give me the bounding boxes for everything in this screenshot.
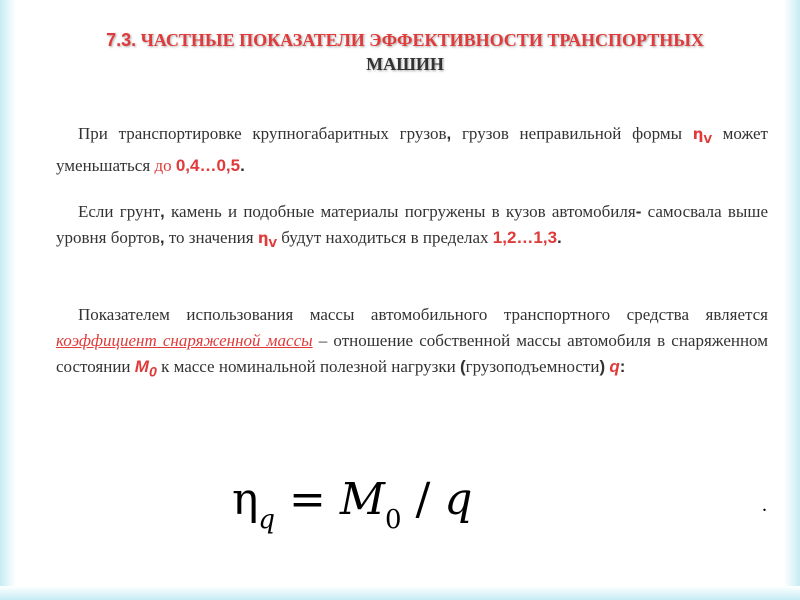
paragraph-2: [56, 199, 768, 257]
formula-m-sub: 0: [384, 505, 402, 535]
paragraph-1: [56, 121, 768, 179]
p1-comma: ,: [446, 124, 452, 143]
p1-text-c: может уменьшаться: [56, 124, 768, 175]
p1-text-b: грузов неправильной формы: [451, 124, 693, 143]
paragraph-3: [56, 302, 768, 385]
formula-q: q: [444, 474, 473, 525]
formula: [232, 468, 492, 535]
slide-title: [40, 28, 770, 76]
p2-end: .: [557, 228, 562, 247]
p3-text-a: Показателем использования массы автомобильного транспортного средства является: [78, 305, 768, 324]
p3-text-d: грузоподъемности: [465, 357, 600, 376]
p2-text-c: самосвала выше уровня бортов: [56, 202, 768, 247]
p1-text-d: до: [154, 156, 176, 175]
formula-equals: =: [275, 474, 340, 525]
p1-text-a: При транспортировке крупногабаритных грузов: [78, 124, 447, 143]
p3-text-b: – отношение собственной массы автомобиля в снаряженном состоянии: [56, 331, 768, 376]
p2-text-e: будут находиться в пределах: [277, 228, 493, 247]
p2-comma-1: ,: [160, 202, 165, 221]
frame-left-gradient: [0, 0, 16, 600]
p2-text-a: Если грунт: [78, 202, 161, 221]
p3-paren-close: ): [599, 357, 606, 376]
p1-eta: η: [692, 125, 704, 143]
title-text-line-2: МАШИН: [366, 54, 444, 74]
p3-m0: М: [134, 357, 149, 376]
title-number: 7.3.: [106, 30, 137, 50]
p1-eta-symbol: [692, 125, 712, 146]
p3-colon: :: [619, 357, 626, 376]
frame-bottom-gradient: [0, 586, 800, 600]
formula-slash: /: [401, 474, 445, 525]
p2-eta-symbol: [257, 229, 278, 250]
formula-eta-sub: q: [258, 505, 276, 535]
p1-end: .: [240, 156, 245, 175]
trailing-dot: .: [762, 494, 767, 516]
p2-text-b: камень и подобные материалы погружены в кузов автомобиля: [164, 202, 636, 221]
title-text-line-1: ЧАСТНЫЕ ПОКАЗАТЕЛИ ЭФФЕКТИВНОСТИ ТРАНСПОРТНЫХ: [140, 30, 704, 50]
p2-text-d: то значения: [164, 228, 258, 247]
p3-m0-sub: 0: [148, 364, 157, 381]
p3-term: коэффициент снаряженной массы: [56, 331, 313, 350]
p3-paren-open: (: [459, 357, 466, 376]
p2-dash: -: [635, 202, 642, 221]
p2-eta-sub: V: [268, 237, 278, 250]
p1-range: 0,4…0,5: [175, 156, 241, 175]
p3-m0-symbol: [134, 357, 157, 381]
p3-q: q: [609, 357, 620, 376]
title-line-1: [40, 28, 770, 52]
p3-text-c: к массе номинальной полезной нагрузки: [156, 357, 460, 376]
p2-comma-2: ,: [159, 228, 165, 247]
frame-right-gradient: [784, 0, 800, 600]
p1-eta-sub: V: [703, 133, 712, 146]
p2-range: 1,2…1,3: [492, 228, 558, 247]
formula-m: M: [339, 474, 385, 525]
formula-eta: η: [232, 474, 259, 525]
p2-eta: η: [257, 229, 269, 247]
